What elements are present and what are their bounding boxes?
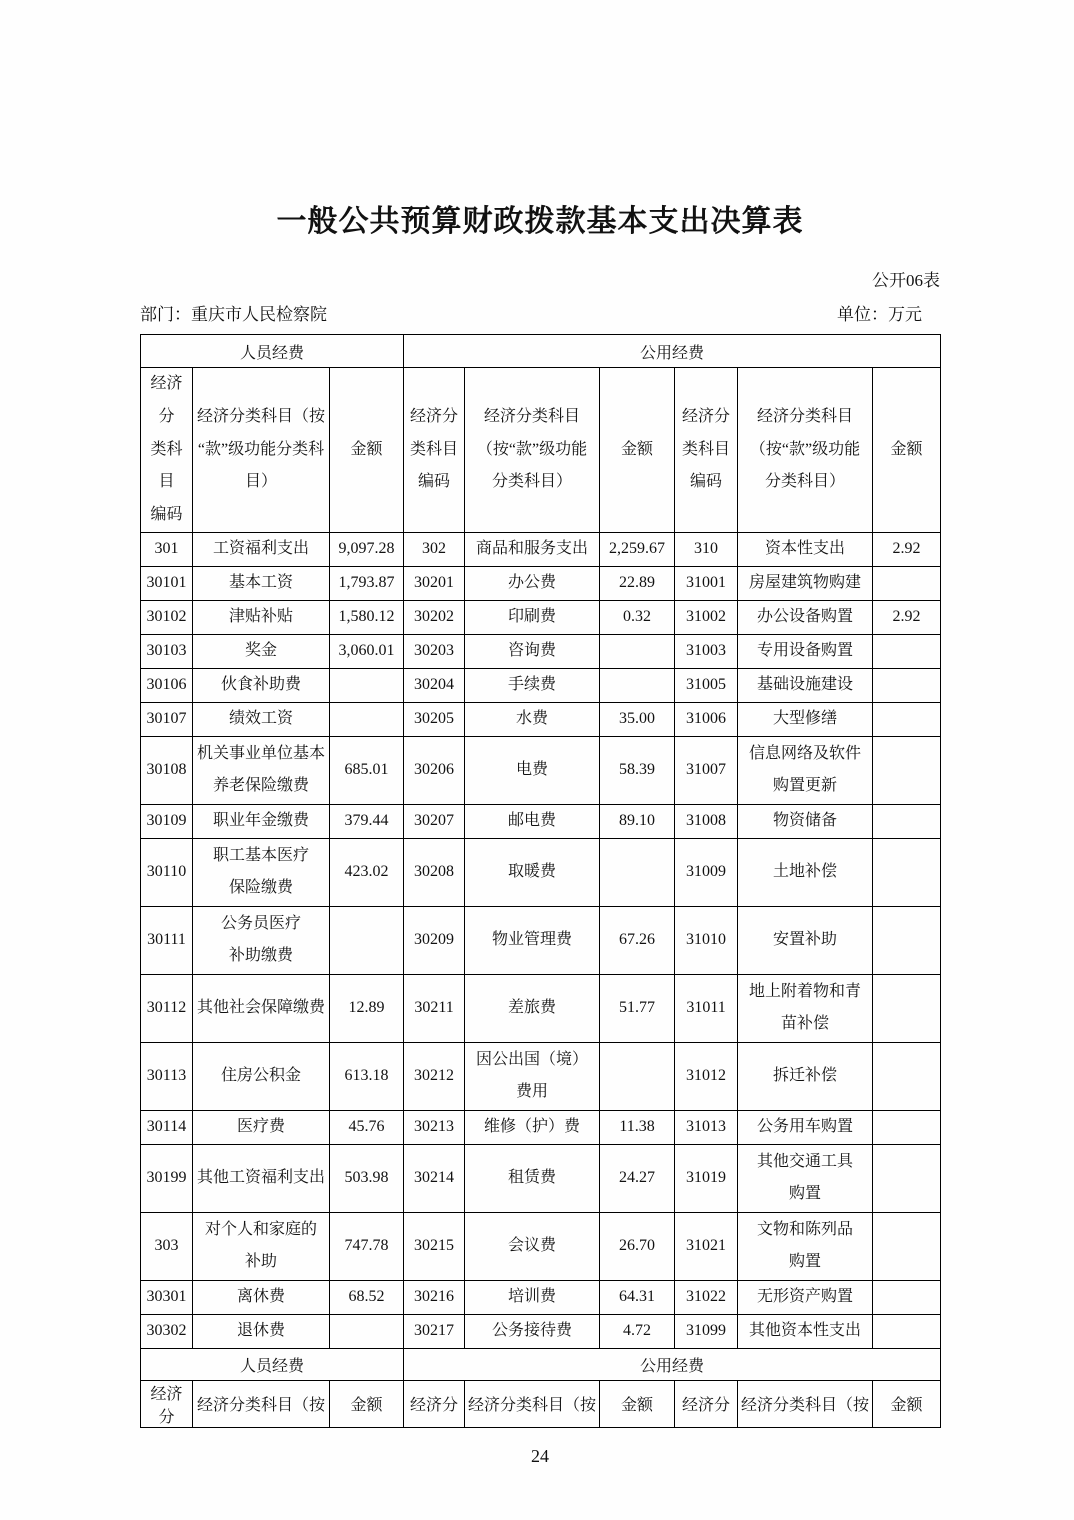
amount-cell: 503.98 [330,1144,404,1212]
code-cell: 31010 [675,906,738,974]
subject-cell: 公务用车购置 [738,1110,873,1144]
amount-cell: 35.00 [600,702,675,736]
subject-cell: 基础设施建设 [738,668,873,702]
footer-header-subject-3: 经济分类科目（按 [738,1380,873,1427]
subject-cell: 文物和陈列品 购置 [738,1212,873,1280]
subject-cell: 工资福利支出 [193,532,330,566]
table-body [141,532,941,1348]
subject-cell: 维修（护）费 [465,1110,600,1144]
subject-cell: 伙食补助费 [193,668,330,702]
amount-cell [873,1314,941,1348]
code-cell: 30216 [404,1280,465,1314]
code-cell: 30302 [141,1314,193,1348]
unit-label: 单位：万元 [837,305,922,324]
footer-group-header-row [141,1348,941,1380]
code-cell: 30111 [141,906,193,974]
table-row [141,1110,941,1144]
table-row [141,838,941,906]
footer-header-amount-1: 金额 [330,1380,404,1427]
table-row [141,1280,941,1314]
table-row [141,566,941,600]
amount-cell: 67.26 [600,906,675,974]
footer-header-code-3: 经济分 [675,1380,738,1427]
column-header-code-3: 经济分 类科目 编码 [675,368,738,533]
page-number: 24 [531,1445,549,1466]
amount-cell [873,974,941,1042]
subject-cell: 资本性支出 [738,532,873,566]
subject-cell: 无形资产购置 [738,1280,873,1314]
subject-cell: 基本工资 [193,566,330,600]
code-cell: 31013 [675,1110,738,1144]
footer-column-header-row [141,1380,941,1427]
code-cell: 31022 [675,1280,738,1314]
subject-cell: 手续费 [465,668,600,702]
code-cell: 30209 [404,906,465,974]
amount-cell: 11.38 [600,1110,675,1144]
subject-cell: 办公设备购置 [738,600,873,634]
subject-cell: 邮电费 [465,804,600,838]
document-content [140,0,940,1467]
group-header-personnel: 人员经费 [141,335,404,368]
subject-cell: 医疗费 [193,1110,330,1144]
amount-cell [600,668,675,702]
amount-cell [873,1144,941,1212]
code-cell: 30205 [404,702,465,736]
column-header-amount-3: 金额 [873,368,941,533]
code-cell: 30102 [141,600,193,634]
amount-cell: 1,580.12 [330,600,404,634]
subject-cell: 离休费 [193,1280,330,1314]
code-cell: 30109 [141,804,193,838]
code-cell: 31007 [675,736,738,804]
amount-cell: 379.44 [330,804,404,838]
code-cell: 30207 [404,804,465,838]
subject-cell: 对个人和家庭的 补助 [193,1212,330,1280]
amount-cell [873,1280,941,1314]
amount-cell: 2.92 [873,532,941,566]
amount-cell [600,838,675,906]
subject-cell: 公务接待费 [465,1314,600,1348]
amount-cell [873,702,941,736]
footer-header-amount-3: 金额 [873,1380,941,1427]
code-cell: 31002 [675,600,738,634]
code-cell: 30110 [141,838,193,906]
column-header-subject-2: 经济分类科目 （按“款”级功能 分类科目） [465,368,600,533]
column-header-subject-1: 经济分类科目（按 “款”级功能分类科 目） [193,368,330,533]
code-cell: 30101 [141,566,193,600]
amount-cell [600,1042,675,1110]
subject-cell: 专用设备购置 [738,634,873,668]
amount-cell: 68.52 [330,1280,404,1314]
amount-cell: 64.31 [600,1280,675,1314]
footer-header-subject-1: 经济分类科目（按 [193,1380,330,1427]
table-row [141,736,941,804]
code-cell: 31006 [675,702,738,736]
amount-cell [873,634,941,668]
subject-cell: 安置补助 [738,906,873,974]
subject-cell: 机关事业单位基本 养老保险缴费 [193,736,330,804]
group-header-row [141,335,941,368]
subject-cell: 租赁费 [465,1144,600,1212]
code-cell: 30114 [141,1110,193,1144]
amount-cell [330,906,404,974]
subject-cell: 其他资本性支出 [738,1314,873,1348]
amount-cell: 2,259.67 [600,532,675,566]
footer-group-header-public: 公用经费 [404,1348,941,1380]
code-cell: 303 [141,1212,193,1280]
column-header-row [141,368,941,533]
subject-cell: 住房公积金 [193,1042,330,1110]
table-row [141,906,941,974]
code-cell: 30301 [141,1280,193,1314]
subject-cell: 信息网络及软件 购置更新 [738,736,873,804]
subject-cell: 退休费 [193,1314,330,1348]
meta-row [140,300,940,325]
amount-cell: 0.32 [600,600,675,634]
code-cell: 301 [141,532,193,566]
subject-cell: 商品和服务支出 [465,532,600,566]
subject-cell: 物业管理费 [465,906,600,974]
amount-cell [873,668,941,702]
code-cell: 30201 [404,566,465,600]
subject-cell: 其他交通工具 购置 [738,1144,873,1212]
subject-cell: 房屋建筑物购建 [738,566,873,600]
amount-cell: 613.18 [330,1042,404,1110]
amount-cell: 747.78 [330,1212,404,1280]
code-cell: 30213 [404,1110,465,1144]
form-number-label: 公开06表 [872,271,940,290]
column-header-code-1: 经济分 类科目 编码 [141,368,193,533]
subject-cell: 土地补偿 [738,838,873,906]
table-row [141,634,941,668]
amount-cell: 9,097.28 [330,532,404,566]
footer-header-subject-2: 经济分类科目（按 [465,1380,600,1427]
group-header-public: 公用经费 [404,335,941,368]
subject-cell: 物资储备 [738,804,873,838]
subject-cell: 取暖费 [465,838,600,906]
amount-cell: 58.39 [600,736,675,804]
table-row [141,974,941,1042]
code-cell: 30215 [404,1212,465,1280]
amount-cell: 22.89 [600,566,675,600]
code-cell: 30199 [141,1144,193,1212]
amount-cell [873,804,941,838]
code-cell: 31011 [675,974,738,1042]
amount-cell [873,566,941,600]
footer-header-amount-2: 金额 [600,1380,675,1427]
code-cell: 30113 [141,1042,193,1110]
code-cell: 31012 [675,1042,738,1110]
code-cell: 30202 [404,600,465,634]
code-cell: 31019 [675,1144,738,1212]
code-cell: 30203 [404,634,465,668]
subject-cell: 印刷费 [465,600,600,634]
code-cell: 31009 [675,838,738,906]
code-cell: 30107 [141,702,193,736]
code-cell: 30217 [404,1314,465,1348]
table-row [141,532,941,566]
table-row [141,1042,941,1110]
subject-cell: 会议费 [465,1212,600,1280]
table-row [141,702,941,736]
budget-table [140,334,941,1428]
amount-cell [873,906,941,974]
amount-cell: 1,793.87 [330,566,404,600]
amount-cell [330,702,404,736]
table-row [141,1314,941,1348]
amount-cell: 26.70 [600,1212,675,1280]
footer-group-header-personnel: 人员经费 [141,1348,404,1380]
subject-cell: 其他工资福利支出 [193,1144,330,1212]
subject-cell: 电费 [465,736,600,804]
amount-cell: 423.02 [330,838,404,906]
subject-cell: 公务员医疗 补助缴费 [193,906,330,974]
code-cell: 30214 [404,1144,465,1212]
amount-cell [600,634,675,668]
subject-cell: 水费 [465,702,600,736]
amount-cell [873,736,941,804]
table-row [141,804,941,838]
subject-cell: 因公出国（境） 费用 [465,1042,600,1110]
subject-cell: 绩效工资 [193,702,330,736]
subject-cell: 咨询费 [465,634,600,668]
table-row [141,600,941,634]
subject-cell: 其他社会保障缴费 [193,974,330,1042]
code-cell: 31021 [675,1212,738,1280]
column-header-amount-2: 金额 [600,368,675,533]
amount-cell: 24.27 [600,1144,675,1212]
subject-cell: 奖金 [193,634,330,668]
subject-cell: 大型修缮 [738,702,873,736]
amount-cell [873,1110,941,1144]
column-header-code-2: 经济分 类科目 编码 [404,368,465,533]
code-cell: 31001 [675,566,738,600]
amount-cell [330,668,404,702]
subject-cell: 拆迁补偿 [738,1042,873,1110]
code-cell: 30211 [404,974,465,1042]
footer-header-code-1: 经济分 [141,1380,193,1427]
code-cell: 30212 [404,1042,465,1110]
code-cell: 30103 [141,634,193,668]
code-cell: 310 [675,532,738,566]
subject-cell: 办公费 [465,566,600,600]
amount-cell: 4.72 [600,1314,675,1348]
code-cell: 30112 [141,974,193,1042]
code-cell: 30106 [141,668,193,702]
amount-cell: 89.10 [600,804,675,838]
code-cell: 302 [404,532,465,566]
table-row [141,1144,941,1212]
amount-cell: 2.92 [873,600,941,634]
amount-cell [873,1212,941,1280]
code-cell: 31005 [675,668,738,702]
department-label: 部门：重庆市人民检察院 [140,305,327,324]
footer-header-code-2: 经济分 [404,1380,465,1427]
amount-cell [330,1314,404,1348]
code-cell: 31099 [675,1314,738,1348]
amount-cell [873,838,941,906]
amount-cell: 3,060.01 [330,634,404,668]
table-row [141,1212,941,1280]
subject-cell: 培训费 [465,1280,600,1314]
column-header-amount-1: 金额 [330,368,404,533]
subject-cell: 地上附着物和青 苗补偿 [738,974,873,1042]
amount-cell: 51.77 [600,974,675,1042]
table-row [141,668,941,702]
code-cell: 30204 [404,668,465,702]
amount-cell [873,1042,941,1110]
page-title: 一般公共预算财政拨款基本支出决算表 [276,205,804,238]
column-header-subject-3: 经济分类科目 （按“款”级功能 分类科目） [738,368,873,533]
subject-cell: 差旅费 [465,974,600,1042]
subject-cell: 津贴补贴 [193,600,330,634]
code-cell: 30108 [141,736,193,804]
amount-cell: 685.01 [330,736,404,804]
subject-cell: 职业年金缴费 [193,804,330,838]
code-cell: 30206 [404,736,465,804]
code-cell: 31008 [675,804,738,838]
code-cell: 31003 [675,634,738,668]
subject-cell: 职工基本医疗 保险缴费 [193,838,330,906]
code-cell: 30208 [404,838,465,906]
amount-cell: 45.76 [330,1110,404,1144]
amount-cell: 12.89 [330,974,404,1042]
